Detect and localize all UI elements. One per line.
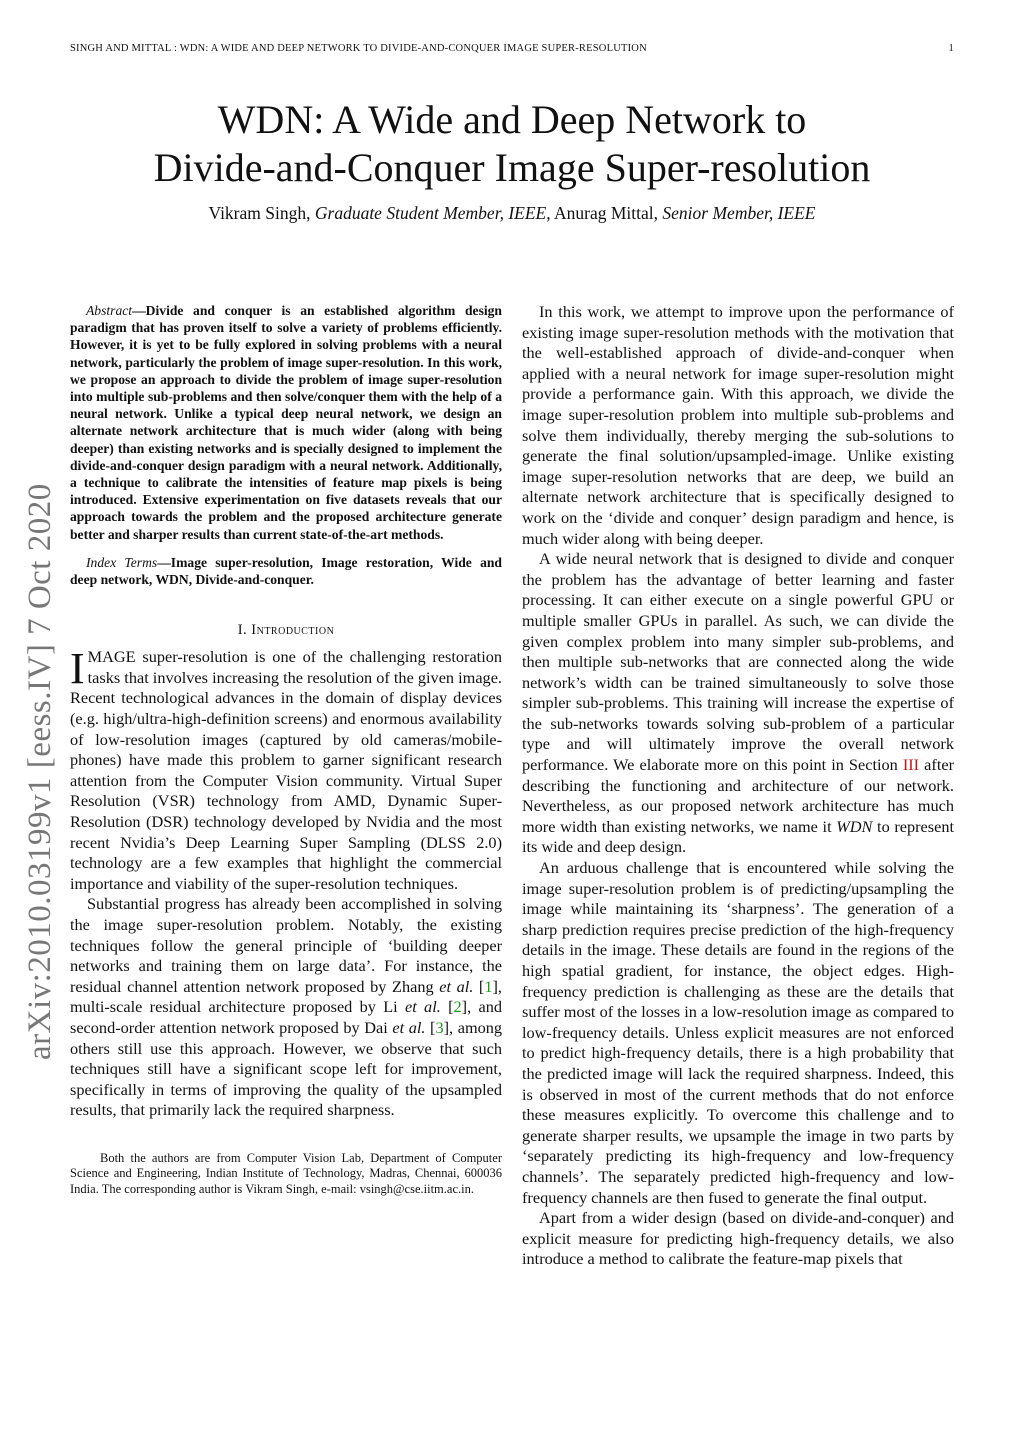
et-al: et al. (439, 976, 474, 996)
title-line-1: WDN: A Wide and Deep Network to (217, 97, 807, 142)
index-terms-text: —Image super-resolution, Image restoration, Wide and deep network, WDN, Divide-and-conquer. (70, 554, 502, 588)
author-2: Anurag Mittal, (554, 203, 659, 223)
author-2-role: Senior Member, IEEE (662, 203, 816, 223)
paragraph-text: Substantial progress has already been accomplished in solving the image super-resolution problem. Notably, the existing techniques follow the general principle of ‘building deeper networks and training them on large data’. For instance, the residual channel attention network proposed by Zhang (70, 894, 502, 996)
paragraph-text: ], multi-scale residual architecture proposed by Li (70, 976, 502, 1017)
footnote: Both the authors are from Computer Vision Lab, Department of Computer Science and Engineering, Indian Institute of Technology, Madras, Chennai, 600036 India. The corresponding author is Vikram Singh, e-mail: vsingh@cse.iitm.ac.in. (70, 1150, 502, 1196)
author-1-role: Graduate Student Member, IEEE, (314, 203, 551, 223)
paragraph: Apart from a wider design (based on divide-and-conquer) and explicit measure for predicting high-frequency details, we also introduce a method to calibrate the feature-map pixels that (522, 1208, 954, 1269)
intro-paragraph-1 (70, 644, 502, 894)
running-header (70, 43, 954, 54)
section-heading: I. Introduction (237, 622, 335, 639)
arxiv-stamp: arXiv:2010.03199v1 [eess.IV] 7 Oct 2020 (22, 483, 58, 1060)
citation-link[interactable]: 3 (435, 1017, 444, 1037)
paragraph-text: ], and second-order attention network proposed by Dai (70, 997, 502, 1037)
paragraph-text: after describing the functioning and architecture of our network. Nevertheless, as our proposed network architecture has much more width than existing networks, we name it (522, 755, 954, 836)
index-terms (70, 554, 502, 588)
paragraph: In this work, we attempt to improve upon the performance of existing image super-resolution methods with the motivation that the well-established approach of divide-and-conquer when applied with a neural network for image super-resolution might provide a performance gain. With this approach, we divide the image super-resolution problem into multiple sub-problems and solve them individually, thereby merging the sub-solutions to generate the final solution/upsampled-image. Unlike existing image super-resolution networks that are deep, we build an alternate network architecture that is specifically designed to work on the ‘divide and conquer’ design paradigm and hence, is much wider along with being deeper. (522, 302, 954, 548)
abstract (70, 302, 502, 543)
running-title: SINGH AND MITTAL : WDN: A WIDE AND DEEP NETWORK TO DIVIDE-AND-CONQUER IMAGE SUPER-RESOLUTION (70, 43, 647, 54)
page-number: 1 (948, 43, 954, 54)
title-line-2: Divide-and-Conquer Image Super-resolution (153, 145, 871, 190)
paragraph-text: to represent its wide and deep design. (522, 816, 955, 857)
paragraph-text: A wide neural network that is designed to divide and conquer the problem has the advantage of better learning and faster processing. It can either execute on a single powerful GPU or multiple smaller GPUs in parallel. As such, we can divide the given complex problem into many simpler sub-problems, and then multiple sub-networks that are connected along the wide network’s width can be trained simultaneously to solve those simpler sub-problems. This training will increase the expertise of the sub-networks towards solving sub-problem of a particular type and will ultimately improve the overall network performance. We elaborate more on this point in Section (522, 549, 954, 775)
et-al: et al. (405, 997, 441, 1017)
paper-title (0, 96, 1024, 192)
intro-paragraph-2: Substantial progress has already been accomplished in solving the image super-resolution problem. Notably, the existing techniques follow the general principle of ‘building deeper networks and training them on large data’. For instance, the residual channel attention network proposed by Zhang et al. [1], multi-scale residual architecture proposed by Li et al. [2], and second-order attention network proposed by Dai et al. [3], among others still use this approach. However, we observe that such techniques still have a significant scope left for improvement, specifically in terms of improving the quality of the upsampled results, that primarily lack the required sharpness. (70, 894, 503, 1120)
citation-link[interactable]: 1 (484, 976, 493, 996)
wdn-term: WDN (836, 816, 873, 836)
paragraph-text: MAGE super-resolution is one of the challenging restoration tasks that involves increasing the resolution of the given image. Recent technological advances in the domain of display devices (e.g. high/ultra-high-definition screens) and enormous availability of low-resolution images (captured by old cameras/mobile-phones) have made this problem to garner significant research attention from the Computer Vision community. Virtual Super Resolution (VSR) technology from AMD, Dynamic Super-Resolution (DSR) technology developed by Nvidia and the most recent Nvidia’s Deep Learning Super Sampling (DLSS 2.0) technology are a few examples that highlight the commercial importance and viability of the super-resolution techniques. (70, 647, 502, 893)
drop-cap: I (70, 644, 85, 694)
abstract-text: —Divide and conquer is an established algorithm design paradigm that has proven itself to solve a variety of problems efficiently. However, it is yet to be fully explored in solving problems with a neural network, particularly the problem of image super-resolution. In this work, we propose an approach to divide the problem of image super-resolution into multiple sub-problems and then solve/conquer them with the help of a neural network. Unlike a typical deep neural network, we design an alternate network architecture that is much wider (along with being deeper) than existing networks and is specially designed to implement the divide-and-conquer design paradigm with a neural network. Additionally, a technique to calibrate the intensities of feature map pixels is being introduced. Extensive experimentation on five datasets reveals that our approach towards the problem and the proposed architecture generate better and sharper results than current state-of-the-art methods. (70, 303, 502, 542)
abstract-label: Abstract (86, 303, 133, 318)
author-1: Vikram Singh, (208, 203, 311, 223)
paragraph: An arduous challenge that is encountered while solving the image super-resolution problem is of predicting/upsampling the image while maintaining its ‘sharpness’. The generation of a sharp prediction requires precise prediction of the high-frequency details in the image. These details are found in the regions of the high spatial gradient, for instance, the object edges. High-frequency prediction is challenging as these are the details that suffer most of the losses in a low-resolution image as compared to low-frequency details. Unless explicit measures are not enforced to predict high-frequency details, there is a high probability that the predicted image will lack the required sharpness. Indeed, this is observed in most of the current methods that do not enforce these measures explicitly. To overcome this challenge and to generate sharper results, we upsample the image in two parts by ‘separately predicting its high-frequency and low-frequency channels’. The separately predicted high-frequency and low-frequency channels are then fused to generate the final output. (522, 858, 954, 1207)
author-list (0, 203, 1024, 224)
paragraph (522, 549, 954, 858)
right-column (522, 302, 954, 1270)
section-reference-link[interactable]: III (902, 755, 920, 775)
left-column (70, 302, 502, 1197)
citation-link[interactable]: 2 (453, 997, 462, 1017)
index-terms-label: Index Terms (86, 554, 158, 570)
paragraph-text: ], among others still use this approach. However, we observe that such techniques still have a significant scope left for improvement, specifically in terms of improving the quality of the upsampled results, that primarily lack the required sharpness. (70, 1017, 503, 1120)
et-al: et al. (392, 1017, 426, 1037)
